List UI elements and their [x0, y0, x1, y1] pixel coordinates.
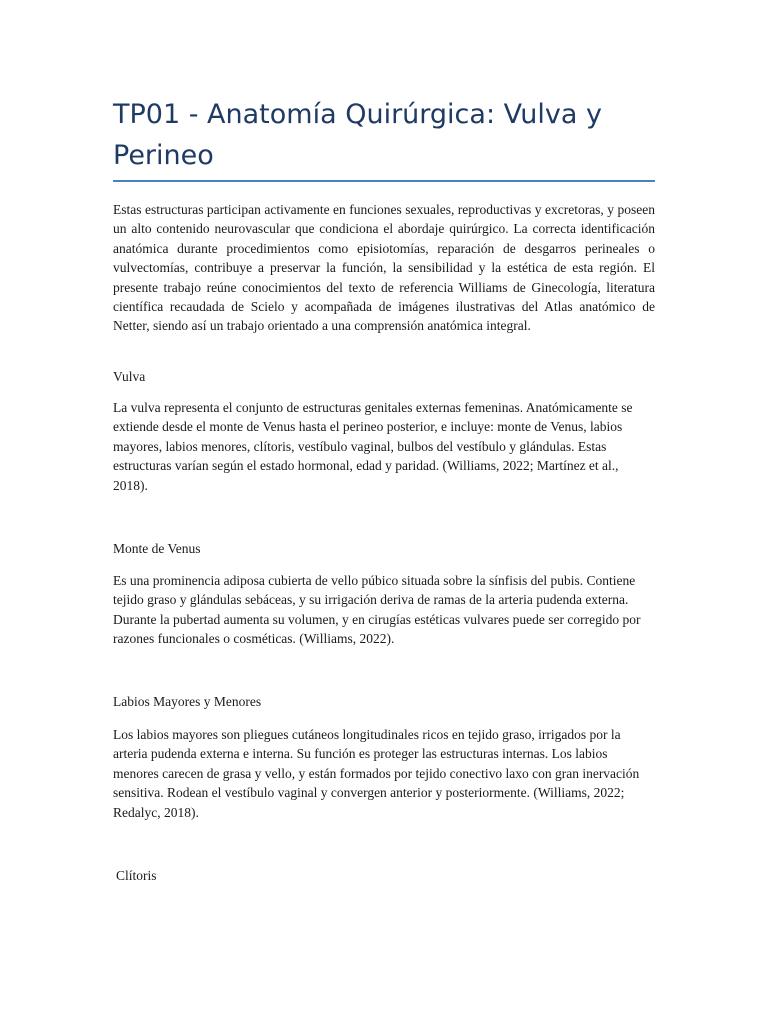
intro-paragraph: Estas estructuras participan activamente en funciones sexuales, reproductivas y excretoras, y poseen un alto contenido neurovascular que condiciona el abordaje quirúrgico. La correcta identificación anatómica durante procedimientos como episiotomías, reparación de desgarros perineales o vulvectomías, contribuye a preservar la función, la sensibilidad y la estética de esta región. El presente trabajo reúne conocimientos del texto de referencia Williams de Ginecología, literatura científica recaudada de Scielo y acompañada de imágenes ilustrativas del Atlas anatómico de Netter, siendo así un trabajo orientado a una comprensión anatómica integral. — [113, 202, 655, 334]
section-body-labios: Los labios mayores son pliegues cutáneos longitudinales ricos en tejido graso, irrigados por la arteria pudenda externa e interna. Su función es proteger las estructuras internas. Los labios menores carecen de grasa y vello, y están formados por tejido conectivo laxo con gran inervación sensitiva. Rodean el vestíbulo vaginal y convergen anterior y posteriormente. (Williams, 2022; Redalyc, 2018). — [113, 727, 640, 820]
section-heading-labios: Labios Mayores y Menores — [113, 694, 262, 709]
title-underline — [113, 180, 655, 182]
document-title: TP01 - Anatomía Quirúrgica: Vulva y Perineo — [113, 99, 602, 171]
section-heading-vulva: Vulva — [113, 369, 146, 384]
section-heading-monte-de-venus: Monte de Venus — [113, 541, 201, 556]
section-heading-clitoris: Clítoris — [116, 868, 157, 883]
section-body-vulva: La vulva representa el conjunto de estructuras genitales externas femeninas. Anatómicamente se extiende desde el monte de Venus hasta el perineo posterior, e incluye: monte de Venus, labios mayores, labios menores, clítoris, vestíbulo vaginal, bulbos del vestíbulo y glándulas. Estas estructuras varían según el estado hormonal, edad y paridad. (Williams, 2022; Martínez et al., 2018). — [113, 400, 633, 493]
section-body-monte-de-venus: Es una prominencia adiposa cubierta de vello púbico situada sobre la sínfisis del pubis. Contiene tejido graso y glándulas sebáceas, y su irrigación deriva de ramas de la arteria pudenda externa. Durante la pubertad aumenta su volumen, y en cirugías estéticas vulvares puede ser corregido por razones funcionales o cosméticas. (Williams, 2022). — [113, 573, 641, 647]
